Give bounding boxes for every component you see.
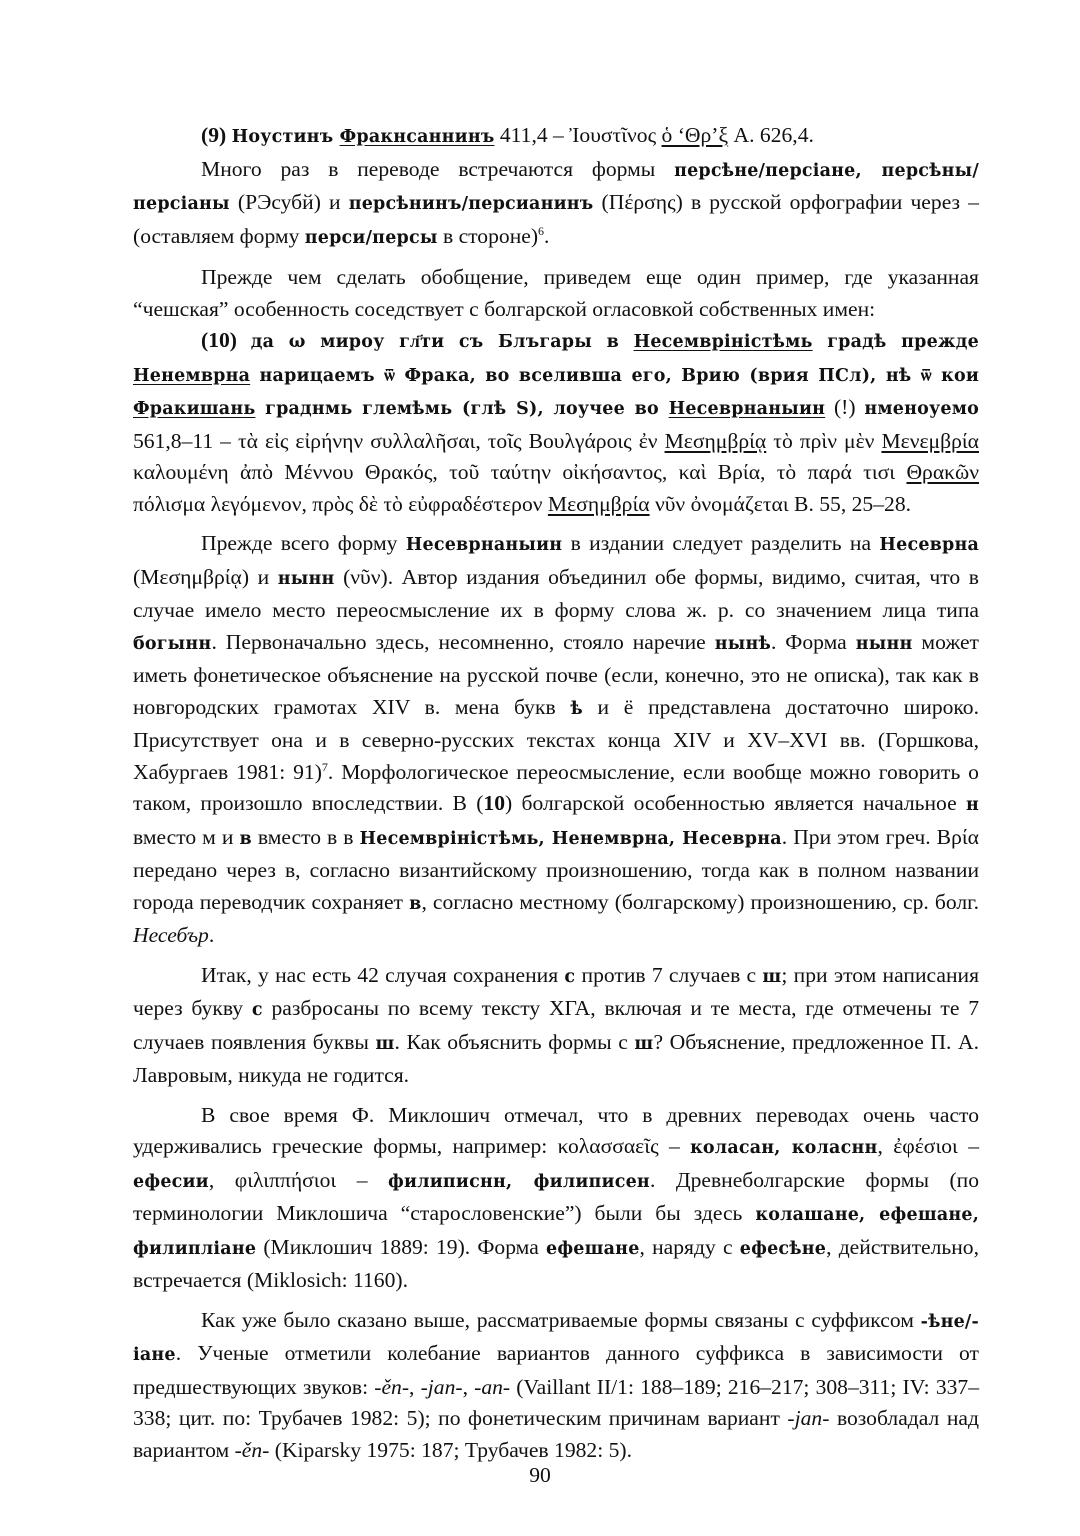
- text-run: . Форма: [770, 629, 856, 654]
- text-run: Прежде всего форму: [201, 531, 406, 555]
- suffix-paragraph: [133, 1305, 979, 1467]
- text-run: Как уже было сказано выше, рассматриваемые формы связаны с суффиксом: [201, 1307, 921, 1332]
- text-run: Прежде чем сделать обобщение, приведем еще один пример, где указанная “чешская” особенность соседствует с болгарской огласовкой собственных имен:: [133, 265, 979, 321]
- text-run-cs: колашане, ефешане, филиплiане: [133, 1205, 979, 1259]
- text-run-u: Μεσημβρία: [547, 491, 650, 516]
- text-run: В свое время Ф. Миклошич отмечал, что в древних переводах очень часто удерживались греческие формы, например: κολασσαεῖς –: [133, 1102, 979, 1158]
- text-run-cs: ш: [762, 966, 782, 987]
- text-run-b: 10: [208, 328, 230, 352]
- text-run: 561,8–11 – τὰ εἰς εἰρήνην συλλαλῆσαι, τοῖς Βουλγάροις ἐν: [133, 428, 665, 453]
- text-run-i: -jan-: [787, 1406, 830, 1430]
- text-run: против 7 случаев с: [575, 962, 763, 987]
- example-9: [133, 120, 979, 154]
- text-run: πόλισμα λεγόμενον, πρὸς δὲ τὸ εὐφραδέστερον: [133, 491, 548, 516]
- text-run-cs: филиписнн, филиписен: [388, 1171, 650, 1192]
- text-run-cs: в: [409, 893, 422, 914]
- text-run: , ἐφέσιοι –: [877, 1134, 979, 1158]
- text-run: и ё представлена достаточно широко. Присутствует она и в северно-русских текстах конца XIV и XV–XVI вв. (Горшкова, Хабургаев 1981: 91): [133, 694, 979, 784]
- text-run-cs: коласан, коласнн: [690, 1138, 878, 1158]
- text-run: καλουμένη ἀπὸ Μέννου Θρακός, τοῦ ταύτην οἰκήσαντος, καὶ Βρία, τὸ παρά τισι: [133, 460, 907, 484]
- text-run: Итак, у нас есть 42 случая сохранения: [201, 962, 565, 987]
- text-run: τὸ πρὶν μὲν: [766, 428, 882, 453]
- text-run-cs: перси/персы: [304, 227, 438, 248]
- footnote-ref: 6: [538, 223, 545, 238]
- text-run: 411,4 – Ἰουστῖνος: [494, 123, 662, 147]
- text-run-b: 10: [483, 791, 505, 815]
- text-run-cs: да ω мироу гл҃ти съ Блъгары в: [250, 332, 634, 352]
- text-run-b: (: [201, 123, 209, 147]
- text-run: (νῦν). Автор издания объединил обе формы, видимо, считая, что в случае имело место переосмысление их в форму слова ж. р. со значением лица типа: [133, 564, 979, 622]
- text-run: возобладал над вариантом: [133, 1406, 979, 1462]
- text-run: может иметь фонетическое объяснение на русской почве (если, конечно, это не описка), так как в новгородских грамотах XIV в. мена букв: [133, 629, 979, 719]
- text-run-cs: Несеврна: [879, 535, 979, 555]
- text-run-b: (: [201, 328, 209, 352]
- text-run-i: -jan-: [420, 1374, 463, 1399]
- text-run: . Ученые отметили колебание вариантов данного суффикса в зависимости от предшествующих звуков:: [133, 1341, 979, 1399]
- page-number: 90: [529, 1463, 551, 1487]
- text-run: νῦν ὀνομάζεται В. 55, 25–28.: [649, 491, 912, 516]
- text-run-cs: ш: [375, 1033, 395, 1054]
- text-run: (Vaillant II/1: 188–189; 216–217; 308–311; IV: 337–338; цит. по: Трубачев 1982: 5); по фонетическим причинам вариант: [133, 1374, 980, 1430]
- text-run: ? Объяснение, предложенное П. А. Лавровым, никуда не годится.: [133, 1029, 979, 1087]
- text-run-i: -ěn-: [234, 1437, 270, 1462]
- text-run: в стороне): [437, 223, 539, 248]
- text-run: ; при этом написания через букву: [133, 962, 979, 1020]
- text-run-cs: нменоуемо: [864, 399, 979, 419]
- text-run-cs: ш: [634, 1033, 654, 1054]
- text-run: ,: [462, 1374, 475, 1399]
- text-run-cs: нынн: [855, 633, 913, 654]
- page-body: [133, 120, 979, 1466]
- text-run-cs: ѣ: [570, 698, 583, 719]
- text-run: ) болгарской особенностью является начальное: [505, 791, 966, 815]
- text-run: . Древнеболгарские формы (по терминологии Миклошича “старословенские”) были бы здесь: [133, 1167, 979, 1225]
- text-run: . Морфологическое переосмысление, если вообще можно говорить о таком, произошло впоследствии. В (: [133, 759, 979, 815]
- generalization-paragraph: [133, 262, 979, 325]
- text-run-i: Несебър: [133, 923, 209, 947]
- text-run: . При этом греч. Βρία передано через в, согласно византийскому произношению, тогда как в полном названии города переводчик сохраняет: [133, 824, 979, 914]
- text-run: (Πέρσης) в русской орфографии через – (оставляем форму: [133, 190, 979, 248]
- text-run-cs: -ѣне/-iане: [133, 1311, 979, 1365]
- count-paragraph: [133, 960, 979, 1092]
- text-run: , наряду с: [639, 1234, 740, 1259]
- text-run: , действительно, встречается (Miklosich: 1160).: [133, 1234, 979, 1292]
- text-run: .: [544, 223, 550, 248]
- text-run-i: -ěn-: [374, 1374, 410, 1399]
- text-run-cs: нынѣ: [714, 633, 771, 654]
- text-run: . Первоначально здесь, несомненно, стояло наречие: [211, 629, 715, 654]
- text-run-cs: граднмь глемѣмь (глѣ S), лоучее во: [255, 399, 669, 419]
- text-run-cs: Несеврнаныин: [405, 535, 563, 555]
- text-run-cs: богынн: [133, 633, 212, 654]
- text-run-b: ): [229, 328, 251, 352]
- text-run: .: [208, 923, 215, 947]
- text-run-cs: с: [251, 1000, 263, 1020]
- miklosich-paragraph: [133, 1100, 979, 1297]
- text-run: в издании следует разделить на: [562, 531, 880, 555]
- text-run: вместо в в: [251, 824, 360, 849]
- text-run: (РЭсубй) и: [229, 190, 349, 214]
- text-run: Много раз в переводе встречаются формы: [201, 156, 675, 181]
- text-run-cs: с: [564, 966, 576, 987]
- text-run-u: ὁ ‘Θρ’ξ: [661, 123, 729, 147]
- text-run-cs-u: Фракнсаннинъ: [339, 127, 495, 147]
- text-run-b: ): [219, 123, 232, 147]
- text-run-u: Μεσημβρίᾳ: [664, 428, 767, 453]
- text-run-cs-u: Несеврнаныин: [668, 399, 826, 419]
- text-run-cs: в: [239, 828, 252, 849]
- text-run-cs-u: Ненемврна: [133, 365, 251, 386]
- text-run-cs: н: [965, 795, 979, 815]
- text-run: , согласно местному (болгарскому) произношению, ср. болг.: [421, 889, 979, 914]
- text-run: (Kiparsky 1975: 187; Трубачев 1982: 5).: [269, 1437, 632, 1462]
- text-run: А. 626,4.: [728, 123, 814, 147]
- text-run-cs: персѣнинъ/персианинъ: [348, 194, 594, 214]
- text-run-cs-u: Фракишань: [133, 399, 256, 419]
- text-run: вместо м и: [133, 824, 240, 849]
- text-run: разбросаны по всему тексту ХГА, включая и те места, где отмечены те 7 случаев появления буквы: [133, 996, 979, 1054]
- text-run: (Μεσημβρίᾳ) и: [133, 564, 278, 589]
- text-run-u: Μενεμβρία: [881, 428, 979, 453]
- text-run-b: 9: [208, 123, 219, 147]
- example-10: [133, 325, 979, 520]
- footnote-ref: 7: [321, 759, 328, 774]
- text-run-cs: ефесѣне: [739, 1238, 827, 1259]
- text-run-cs: нарицаемъ ѿ Фрака, во вселивша его, Врию (врия ПСл), нѣ ѿ кои: [250, 365, 979, 386]
- forms-paragraph: [133, 154, 979, 255]
- text-run-cs: градѣ прежде: [812, 332, 979, 352]
- text-run: , φιλιππήσιοι –: [208, 1167, 389, 1192]
- text-run-u: Θρακῶν: [906, 460, 979, 484]
- text-run-cs: нынн: [277, 568, 335, 589]
- text-run-cs: ефесии: [133, 1171, 209, 1192]
- text-run: (Миклошич 1889: 19). Форма: [256, 1234, 546, 1259]
- text-run: ,: [409, 1374, 421, 1399]
- text-run-cs-u: Несемвріністѣмь: [633, 332, 813, 352]
- text-run: (!): [825, 395, 865, 419]
- analysis-paragraph: [133, 528, 979, 952]
- text-run-cs: ефешане: [545, 1238, 640, 1259]
- text-run-cs: персѣне/персiане, персѣны/персiаны: [133, 160, 979, 214]
- text-run: . Как объяснить формы с: [394, 1029, 635, 1054]
- text-run-cs: Несемвріністѣмь, Ненемврна, Несеврна: [359, 828, 782, 849]
- text-run-cs: Ноустинъ: [231, 127, 340, 147]
- text-run-i: -an-: [474, 1374, 511, 1399]
